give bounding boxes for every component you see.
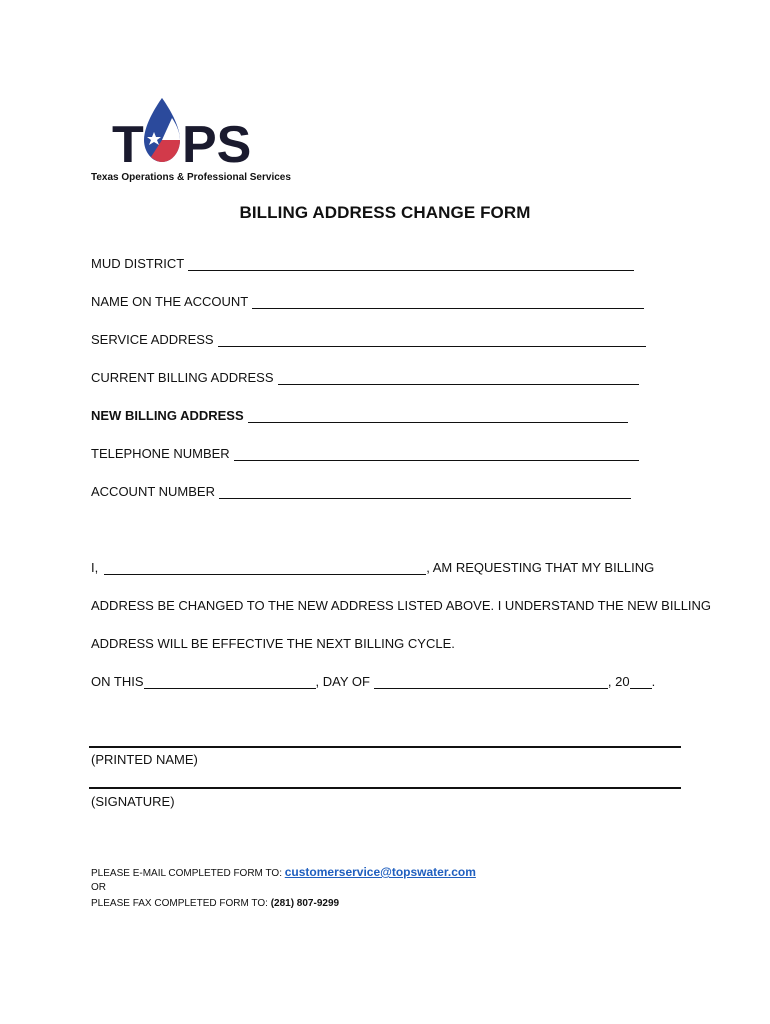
year-blank[interactable]: [630, 676, 652, 689]
email-instruction: [91, 865, 476, 879]
account-number-field[interactable]: [91, 484, 631, 499]
form-title: BILLING ADDRESS CHANGE FORM: [239, 203, 531, 222]
email-link[interactable]: customerservice@topswater.com: [284, 865, 476, 879]
new-billing-address-line[interactable]: [248, 410, 628, 423]
current-billing-address-line[interactable]: [278, 372, 639, 385]
account-number-label: ACCOUNT NUMBER: [91, 484, 215, 499]
new-billing-address-field[interactable]: [91, 408, 628, 423]
day-of-label: , DAY OF: [315, 674, 370, 689]
name-on-account-field[interactable]: [91, 294, 644, 309]
year-prefix-label: , 20: [607, 674, 630, 689]
name-on-account-label: NAME ON THE ACCOUNT: [91, 294, 249, 309]
year-suffix-label: .: [651, 674, 656, 689]
statement-line-3: ADDRESS WILL BE EFFECTIVE THE NEXT BILLING CYCLE.: [91, 636, 455, 651]
mud-district-field[interactable]: [91, 256, 634, 271]
account-number-line[interactable]: [219, 486, 631, 499]
statement-line-1: [91, 560, 654, 575]
tops-logo: [112, 92, 252, 166]
printed-name-label: (PRINTED NAME): [91, 752, 198, 767]
water-drop-icon: [144, 98, 180, 162]
service-address-field[interactable]: [91, 332, 646, 347]
new-billing-address-label: NEW BILLING ADDRESS: [91, 408, 244, 423]
name-on-account-line[interactable]: [252, 296, 644, 309]
statement-prefix: I,: [91, 560, 99, 575]
service-address-label: SERVICE ADDRESS: [91, 332, 214, 347]
mud-district-label: MUD DISTRICT: [91, 256, 185, 271]
current-billing-address-label: CURRENT BILLING ADDRESS: [91, 370, 274, 385]
company-tagline: Texas Operations & Professional Services: [91, 172, 291, 183]
date-line: [91, 674, 655, 689]
day-blank[interactable]: [144, 676, 316, 689]
fax-number: (281) 807-9299: [270, 898, 340, 909]
requester-name-line[interactable]: [104, 562, 426, 575]
telephone-number-field[interactable]: [91, 446, 639, 461]
printed-name-line[interactable]: [89, 746, 681, 748]
svg-text:PS: PS: [182, 116, 252, 166]
email-prefix: PLEASE E-MAIL COMPLETED FORM TO:: [91, 868, 282, 879]
statement-suffix: , AM REQUESTING THAT MY BILLING: [426, 560, 655, 575]
fax-prefix: PLEASE FAX COMPLETED FORM TO:: [91, 898, 268, 909]
service-address-line[interactable]: [218, 334, 646, 347]
signature-label: (SIGNATURE): [91, 794, 175, 809]
or-text: OR: [91, 882, 106, 893]
on-this-label: ON THIS: [91, 674, 144, 689]
fax-instruction: [91, 898, 339, 909]
statement-line-2: ADDRESS BE CHANGED TO THE NEW ADDRESS LISTED ABOVE. I UNDERSTAND THE NEW BILLING: [91, 598, 712, 613]
svg-text:T: T: [112, 116, 144, 166]
signature-line[interactable]: [89, 787, 681, 789]
month-blank[interactable]: [374, 676, 608, 689]
telephone-number-line[interactable]: [234, 448, 639, 461]
current-billing-address-field[interactable]: [91, 370, 639, 385]
mud-district-line[interactable]: [188, 258, 634, 271]
telephone-number-label: TELEPHONE NUMBER: [91, 446, 230, 461]
